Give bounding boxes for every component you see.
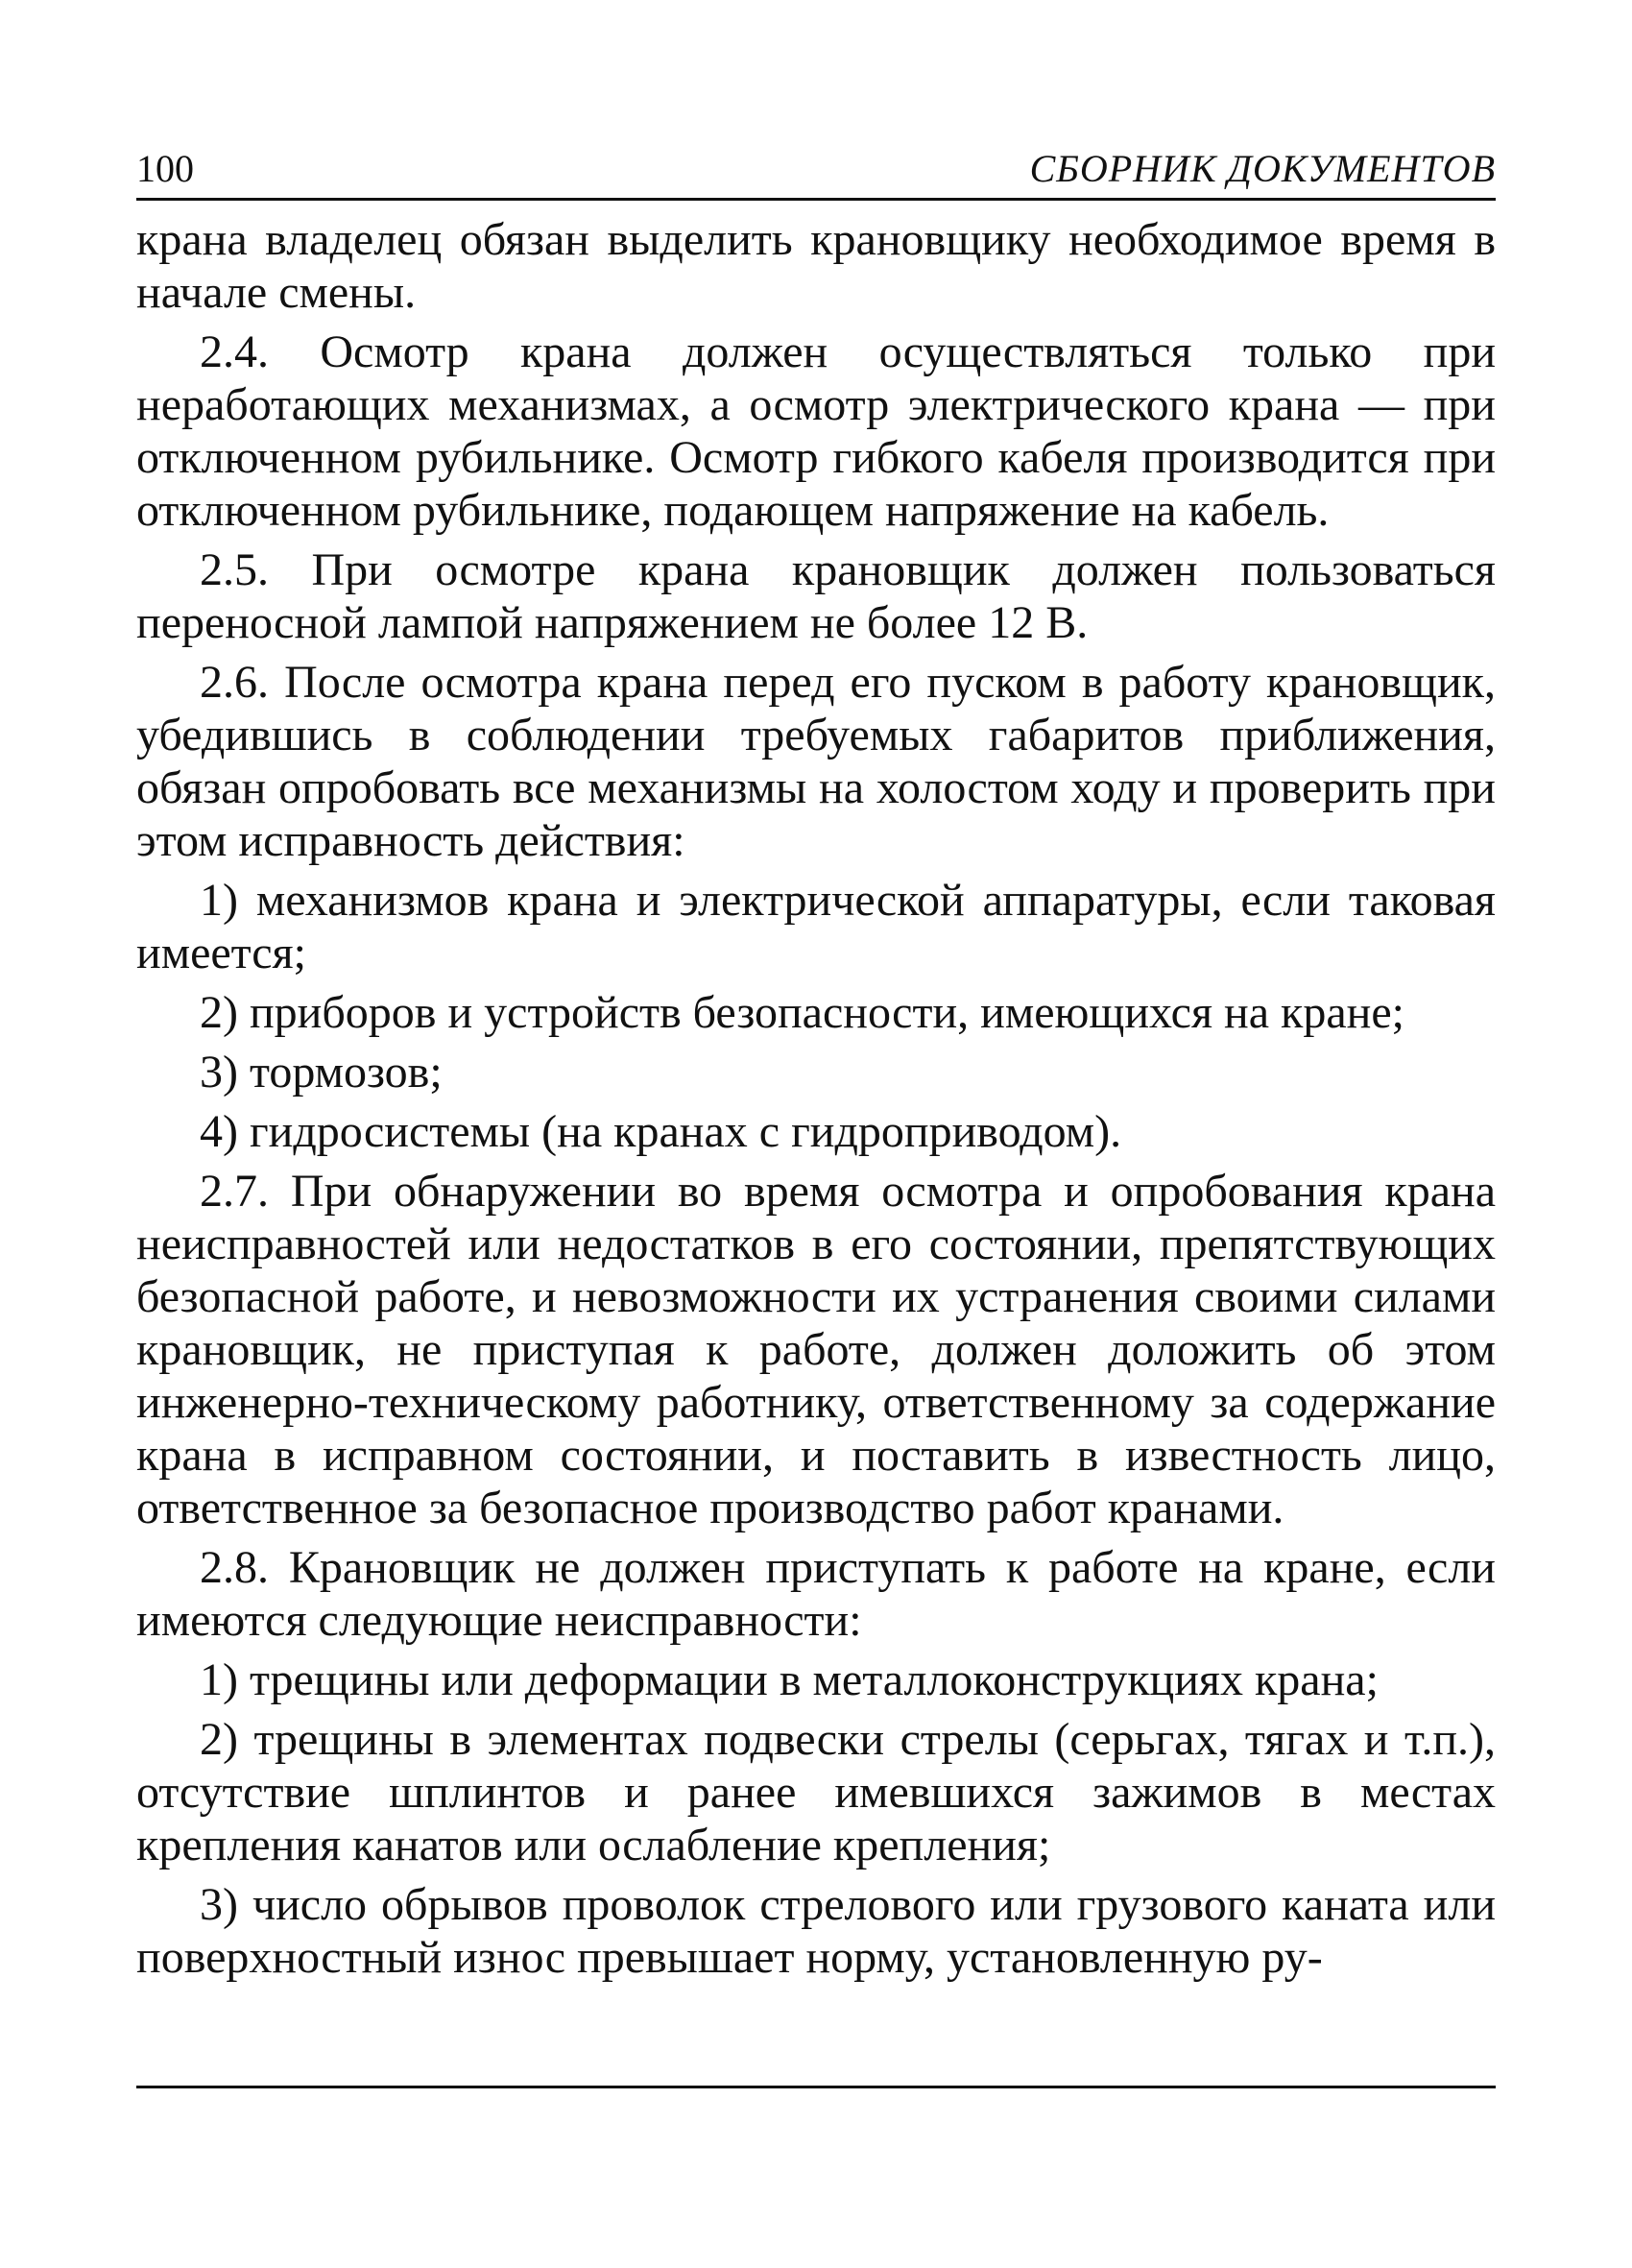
list-item: 3) тормозов; [200,1047,443,1098]
list-item: 1) механизмов крана и электрической аппаратуры, если таковая имеется; [136,875,1496,978]
body-text [136,213,1496,1991]
list-item: 2) приборов и устройств безопасности, имеющихся на кране; [200,987,1404,1038]
collection-title: СБОРНИК ДОКУМЕНТОВ [1029,147,1496,190]
clause-2-8: 2.8. Крановщик не должен приступать к работе на кране, если имеются следующие неисправности: [136,1542,1496,1646]
running-header [136,144,1496,201]
clause-2-5: 2.5. При осмотре крана крановщик должен пользоваться переносной лампой напряжением не более 12 В. [136,544,1496,648]
page-number: 100 [136,147,194,190]
paragraph-continuation: крана владелец обязан выделить крановщику необходимое время в начале смены. [136,214,1496,318]
list-item: 4) гидросистемы (на кранах с гидроприводом). [200,1106,1122,1157]
list-item: 1) трещины или деформации в металлоконструкциях крана; [200,1654,1379,1705]
list-item: 3) число обрывов проволок стрелового или грузового каната или поверхностный износ превышает норму, установленную ру- [136,1879,1496,1983]
clause-2-6: 2.6. После осмотра крана перед его пуском в работу крановщик, убедившись в соблюдении требуемых габаритов приближения, обязан опробовать все механизмы на холостом ходу и проверить при этом исправность действия: [136,657,1496,866]
clause-2-7: 2.7. При обнаружении во время осмотра и опробования крана неисправностей или недостатков в его состоянии, препятствующих безопасной работе, и невозможности их устранения своими силами крановщик, не приступая к работе, должен доложить об этом инженерно-техническому работнику, ответственному за содержание крана в исправном состоянии, и поставить в известность лицо, ответственное за безопасное производство работ кранами. [136,1166,1496,1533]
list-item: 2) трещины в элементах подвески стрелы (серьгах, тягах и т.п.), отсутствие шплинтов и ранее имевшихся зажимов в местах крепления канатов или ослабление крепления; [136,1714,1496,1870]
footnote-rule [136,2086,1496,2088]
clause-2-4: 2.4. Осмотр крана должен осуществляться только при неработающих механизмах, а осмотр электрического крана — при отключенном рубильнике. Осмотр гибкого кабеля производится при отключенном рубильнике, подающем напряжение на кабель. [136,326,1496,536]
